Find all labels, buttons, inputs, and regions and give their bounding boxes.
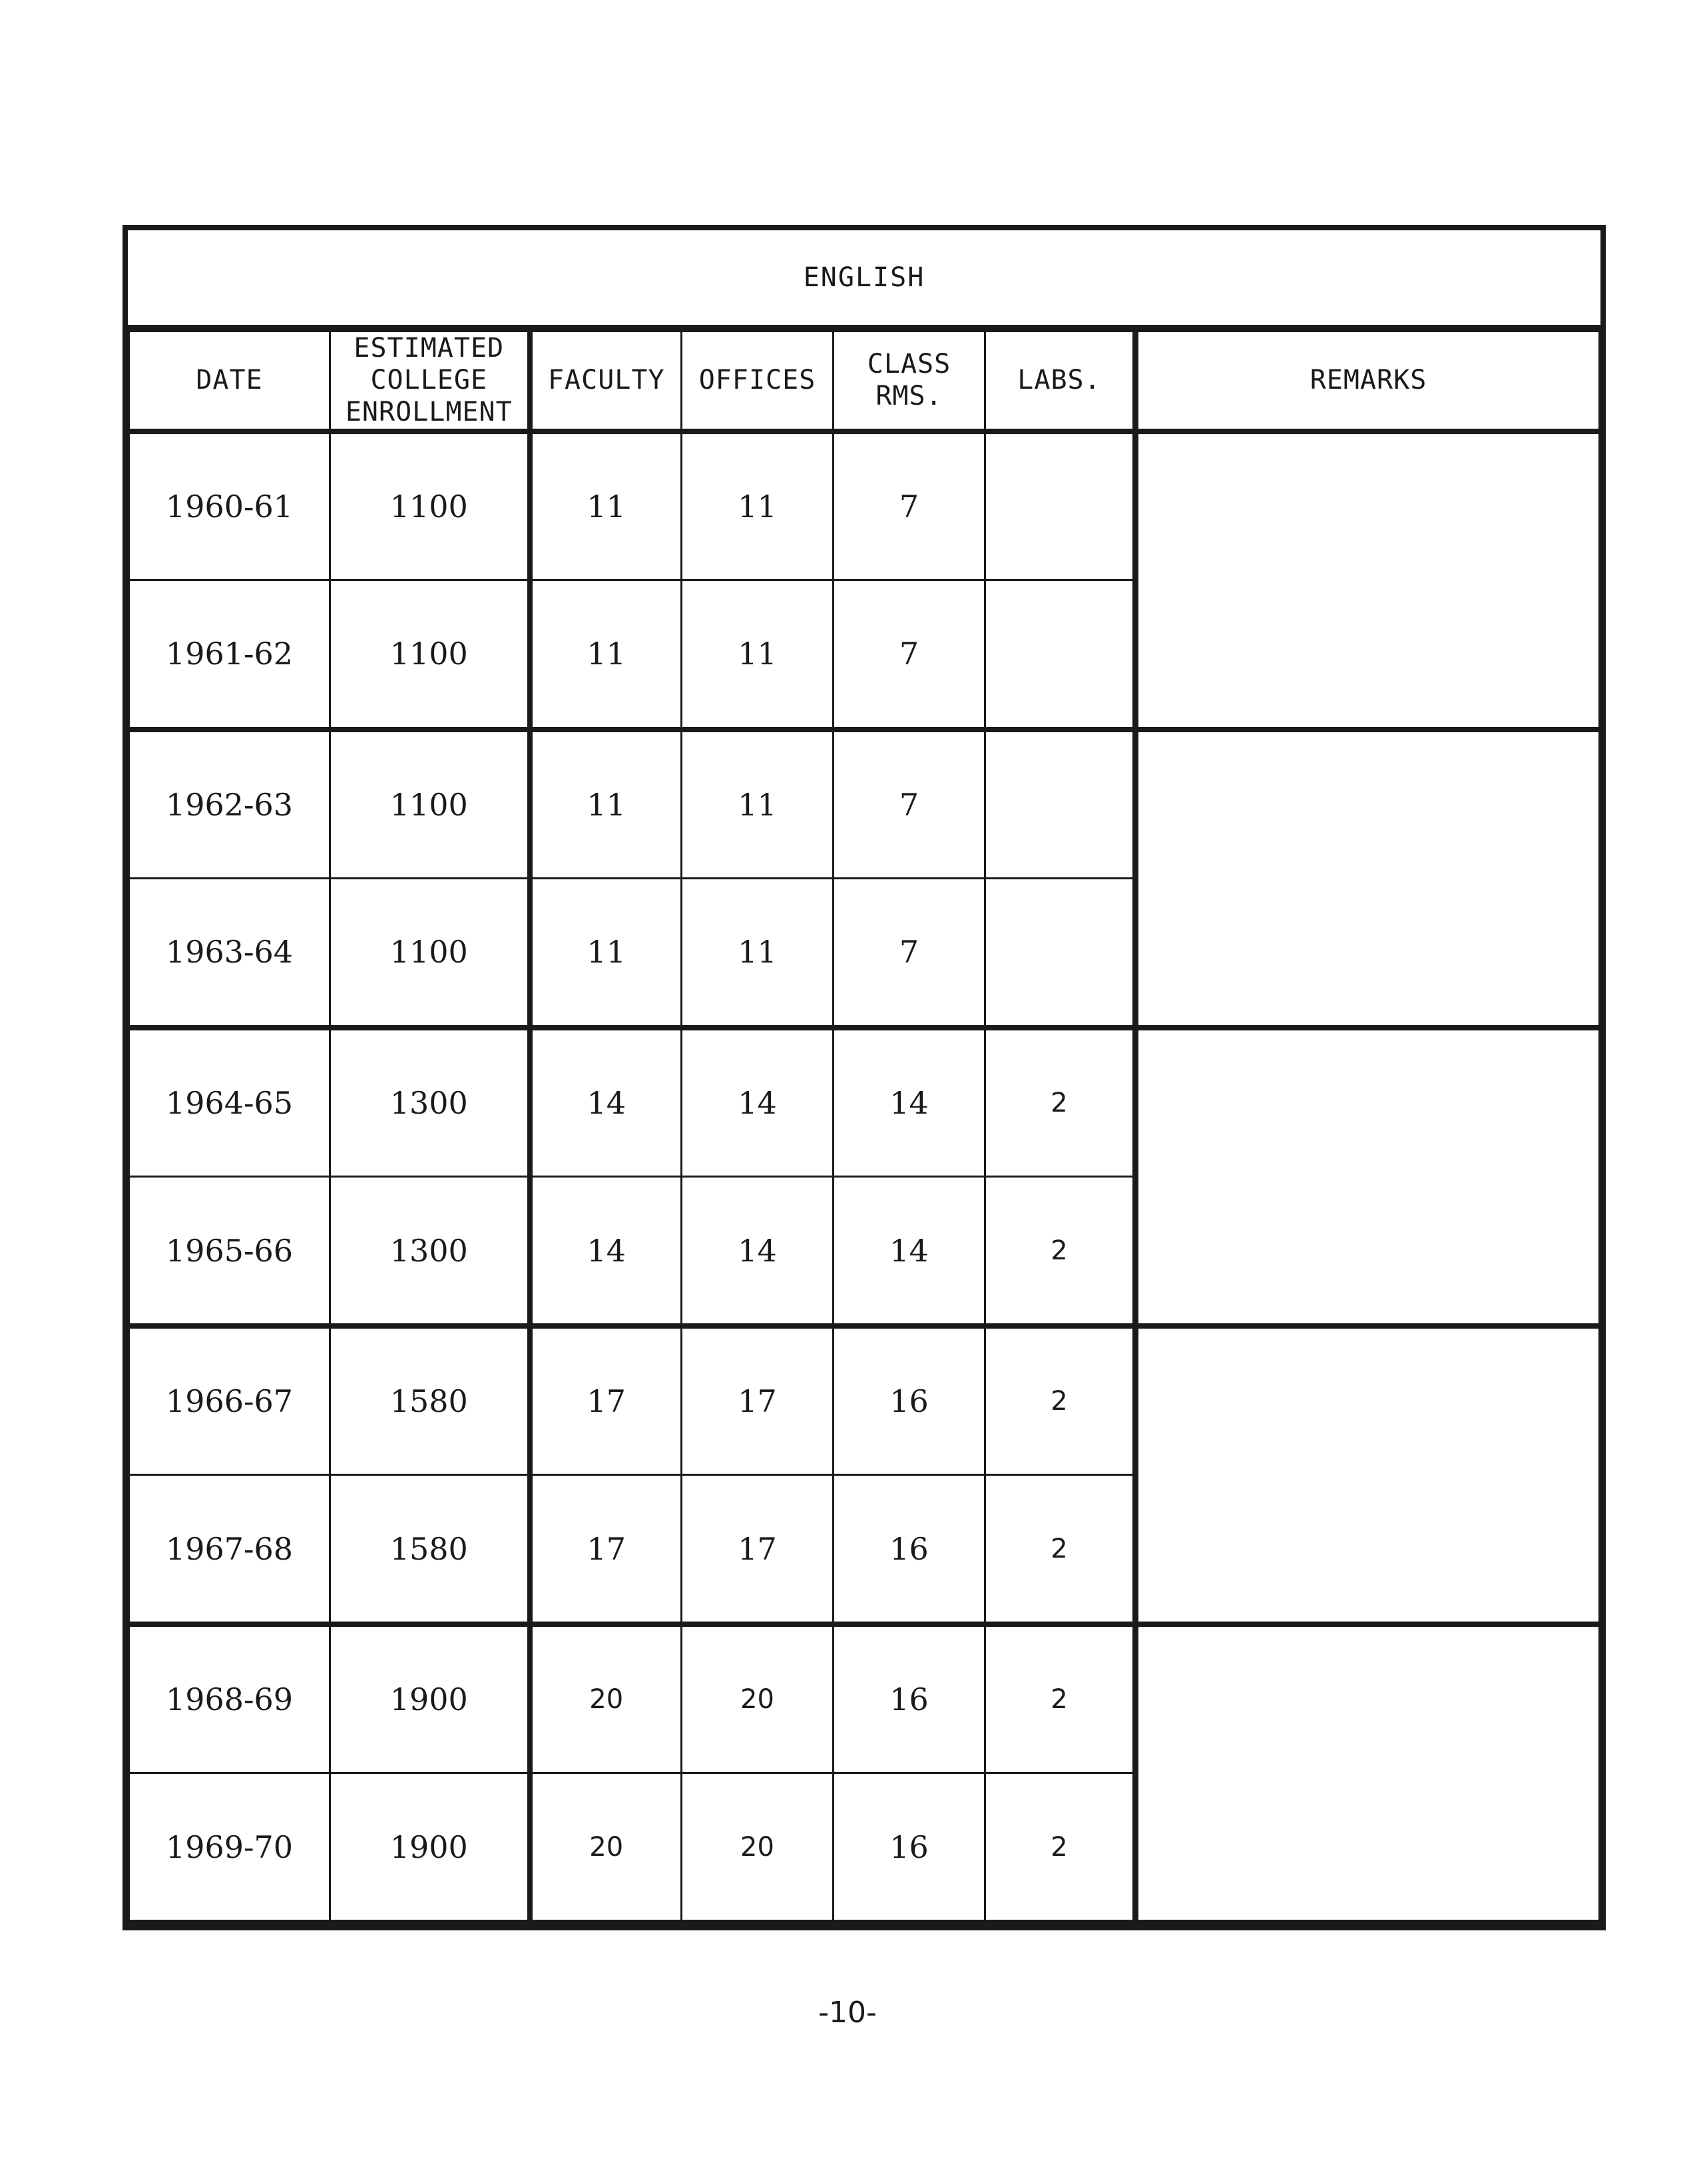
cell-enrollment: 1100 [330, 431, 530, 580]
cell-remarks [1136, 1326, 1600, 1624]
cell-date: 1962-63 [129, 730, 330, 879]
cell-remarks [1136, 730, 1600, 1028]
cell-class-rooms: 16 [834, 1475, 985, 1624]
cell-faculty: 11 [530, 730, 682, 879]
column-header-offices-line: OFFICES [698, 365, 816, 396]
cell-enrollment: 1100 [330, 580, 530, 730]
column-header-enrollment-line-2: COLLEGE [370, 365, 488, 396]
table-row [129, 1326, 1600, 1475]
cell-labs: 2 [985, 1326, 1136, 1475]
column-header-faculty-line: FACULTY [547, 365, 665, 396]
column-header-class-rooms-line-2: RMS. [875, 381, 943, 412]
cell-date: 1963-64 [129, 879, 330, 1028]
cell-class-rooms: 16 [834, 1326, 985, 1475]
table-row [129, 431, 1600, 580]
cell-enrollment: 1300 [330, 1177, 530, 1326]
column-header-date [129, 331, 330, 431]
cell-enrollment: 1100 [330, 879, 530, 1028]
cell-date: 1960-61 [129, 431, 330, 580]
cell-labs: 2 [985, 1475, 1136, 1624]
column-header-enrollment [330, 331, 530, 431]
column-header-remarks [1136, 331, 1600, 431]
cell-enrollment: 1580 [330, 1475, 530, 1624]
cell-class-rooms: 7 [834, 580, 985, 730]
cell-labs: 2 [985, 1773, 1136, 1922]
cell-class-rooms: 7 [834, 431, 985, 580]
cell-labs [985, 730, 1136, 879]
cell-offices: 17 [682, 1326, 834, 1475]
cell-faculty: 11 [530, 879, 682, 1028]
cell-faculty: 14 [530, 1177, 682, 1326]
column-header-faculty [530, 331, 682, 431]
cell-faculty: 11 [530, 580, 682, 730]
facility-table-sheet [122, 225, 1606, 1930]
column-header-class-rooms-line-1: CLASS [867, 349, 951, 380]
cell-offices: 11 [682, 730, 834, 879]
cell-labs [985, 879, 1136, 1028]
cell-date: 1968-69 [129, 1624, 330, 1773]
cell-class-rooms: 14 [834, 1028, 985, 1177]
column-header-class-rooms [834, 331, 985, 431]
cell-offices: 11 [682, 431, 834, 580]
cell-faculty: 11 [530, 431, 682, 580]
cell-enrollment: 1100 [330, 730, 530, 879]
cell-class-rooms: 7 [834, 730, 985, 879]
column-header-enrollment-line-1: ESTIMATED [354, 333, 505, 364]
cell-class-rooms: 16 [834, 1624, 985, 1773]
cell-class-rooms: 7 [834, 879, 985, 1028]
cell-enrollment: 1300 [330, 1028, 530, 1177]
cell-date: 1961-62 [129, 580, 330, 730]
cell-offices: 14 [682, 1177, 834, 1326]
cell-labs [985, 431, 1136, 580]
cell-date: 1965-66 [129, 1177, 330, 1326]
cell-faculty: 17 [530, 1475, 682, 1624]
cell-class-rooms: 14 [834, 1177, 985, 1326]
cell-faculty: 20 [530, 1773, 682, 1922]
cell-offices: 11 [682, 580, 834, 730]
cell-offices: 14 [682, 1028, 834, 1177]
cell-labs: 2 [985, 1177, 1136, 1326]
cell-faculty: 20 [530, 1624, 682, 1773]
page-number: -10- [818, 1996, 877, 2030]
cell-faculty: 17 [530, 1326, 682, 1475]
cell-enrollment: 1580 [330, 1326, 530, 1475]
column-header-labs [985, 331, 1136, 431]
cell-remarks [1136, 431, 1600, 730]
cell-offices: 20 [682, 1773, 834, 1922]
column-header-remarks-line: REMARKS [1310, 365, 1427, 396]
cell-labs: 2 [985, 1028, 1136, 1177]
cell-labs [985, 580, 1136, 730]
cell-remarks [1136, 1624, 1600, 1922]
table-row [129, 1624, 1600, 1773]
cell-date: 1967-68 [129, 1475, 330, 1624]
header-row [129, 331, 1600, 431]
table-title: ENGLISH [128, 230, 1600, 330]
cell-date: 1964-65 [129, 1028, 330, 1177]
facility-table [128, 330, 1600, 1925]
table-row [129, 730, 1600, 879]
column-header-offices [682, 331, 834, 431]
cell-date: 1969-70 [129, 1773, 330, 1922]
cell-faculty: 14 [530, 1028, 682, 1177]
cell-offices: 20 [682, 1624, 834, 1773]
column-header-labs-line: LABS. [1017, 365, 1101, 396]
cell-labs: 2 [985, 1624, 1136, 1773]
cell-enrollment: 1900 [330, 1773, 530, 1922]
column-header-enrollment-line-3: ENROLLMENT [345, 397, 513, 428]
cell-remarks [1136, 1028, 1600, 1326]
cell-offices: 17 [682, 1475, 834, 1624]
column-header-date-line: DATE [196, 365, 263, 396]
cell-date: 1966-67 [129, 1326, 330, 1475]
cell-class-rooms: 16 [834, 1773, 985, 1922]
cell-offices: 11 [682, 879, 834, 1028]
cell-enrollment: 1900 [330, 1624, 530, 1773]
table-row [129, 1028, 1600, 1177]
